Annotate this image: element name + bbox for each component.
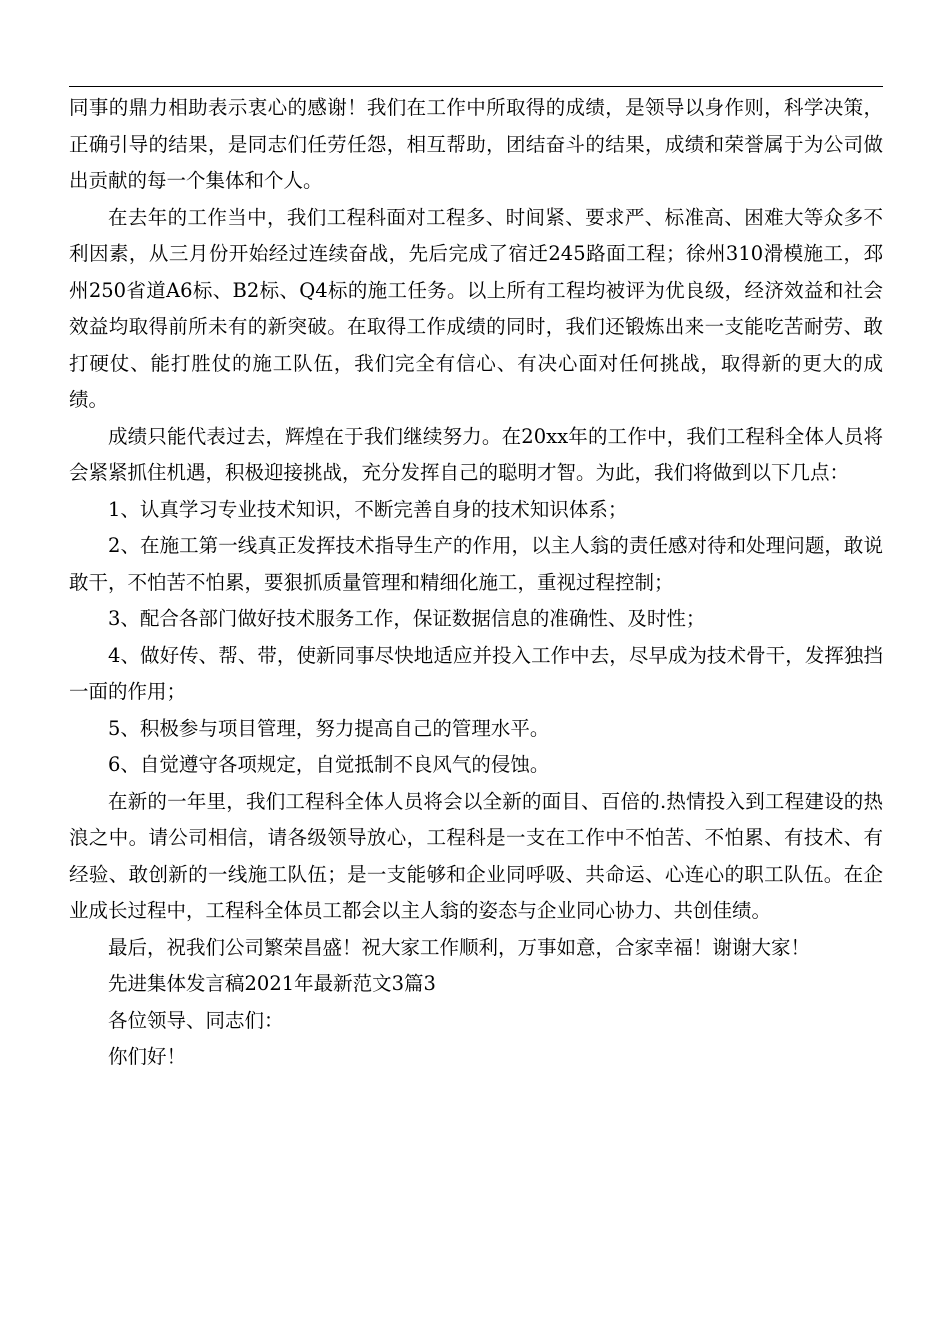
- list-item: 6、自觉遵守各项规定，自觉抵制不良风气的侵蚀。: [108, 753, 550, 776]
- paragraph: 最后，祝我们公司繁荣昌盛！祝大家工作顺利，万事如意，合家幸福！谢谢大家！: [108, 935, 811, 959]
- salutation: 各位领导、同志们：: [108, 1008, 284, 1032]
- paragraph: 同事的鼎力相助表示衷心的感谢！我们在工作中所取得的成绩，是领导以身作则，科学决策，正确引导的结果，是同志们任劳任怨，相互帮助，团结奋斗的结果，成绩和荣誉属于为公司做出贡献的每一个集体和个人。: [69, 96, 883, 192]
- list-item: 1、认真学习专业技术知识，不断完善自身的技术知识体系；: [108, 497, 628, 521]
- list-item: 2、在施工第一线真正发挥技术指导生产的作用，以主人翁的责任感对待和处理问题，敢说敢干，不怕苦不怕累，要狠抓质量管理和精细化施工，重视过程控制；: [69, 534, 883, 594]
- list-item: 5、积极参与项目管理，努力提高自己的管理水平。: [108, 716, 550, 740]
- list-item: 3、配合各部门做好技术服务工作，保证数据信息的准确性、及时性；: [108, 607, 706, 630]
- paragraph: 成绩只能代表过去，辉煌在于我们继续努力。在20xx年的工作中，我们工程科全体人员将会紧紧抓住机遇，积极迎接挑战，充分发挥自己的聪明才智。为此，我们将做到以下几点：: [69, 424, 883, 484]
- section-title: 先进集体发言稿2021年最新范文3篇3: [108, 972, 436, 995]
- document-body: [69, 90, 883, 1076]
- paragraph: 在去年的工作当中，我们工程科面对工程多、时间紧、要求严、标准高、困难大等众多不利因素，从三月份开始经过连续奋战，先后完成了宿迁245路面工程；徐州310滑模施工，邳州250省道A6标、B2标、Q4标的施工任务。以上所有工程均被评为优良级，经济效益和社会效益均取得前所未有的新突破。在取得工作成绩的同时，我们还锻炼出来一支能吃苦耐劳、敢打硬仗、能打胜仗的施工队伍，我们完全有信心、有决心面对任何挑战，取得新的更大的成绩。: [69, 205, 883, 411]
- greeting: 你们好！: [108, 1045, 187, 1068]
- list-item: 4、做好传、帮、带，使新同事尽快地适应并投入工作中去，尽早成为技术骨干，发挥独挡一面的作用；: [69, 643, 883, 703]
- header-rule: [69, 86, 883, 87]
- paragraph: 在新的一年里，我们工程科全体人员将会以全新的面目、百倍的.热情投入到工程建设的热浪之中。请公司相信，请各级领导放心，工程科是一支在工作中不怕苦、不怕累、有技术、有经验、敢创新的一线施工队伍；是一支能够和企业同呼吸、共命运、心连心的职工队伍。在企业成长过程中，工程科全体员工都会以主人翁的姿态与企业同心协力、共创佳绩。: [69, 789, 883, 922]
